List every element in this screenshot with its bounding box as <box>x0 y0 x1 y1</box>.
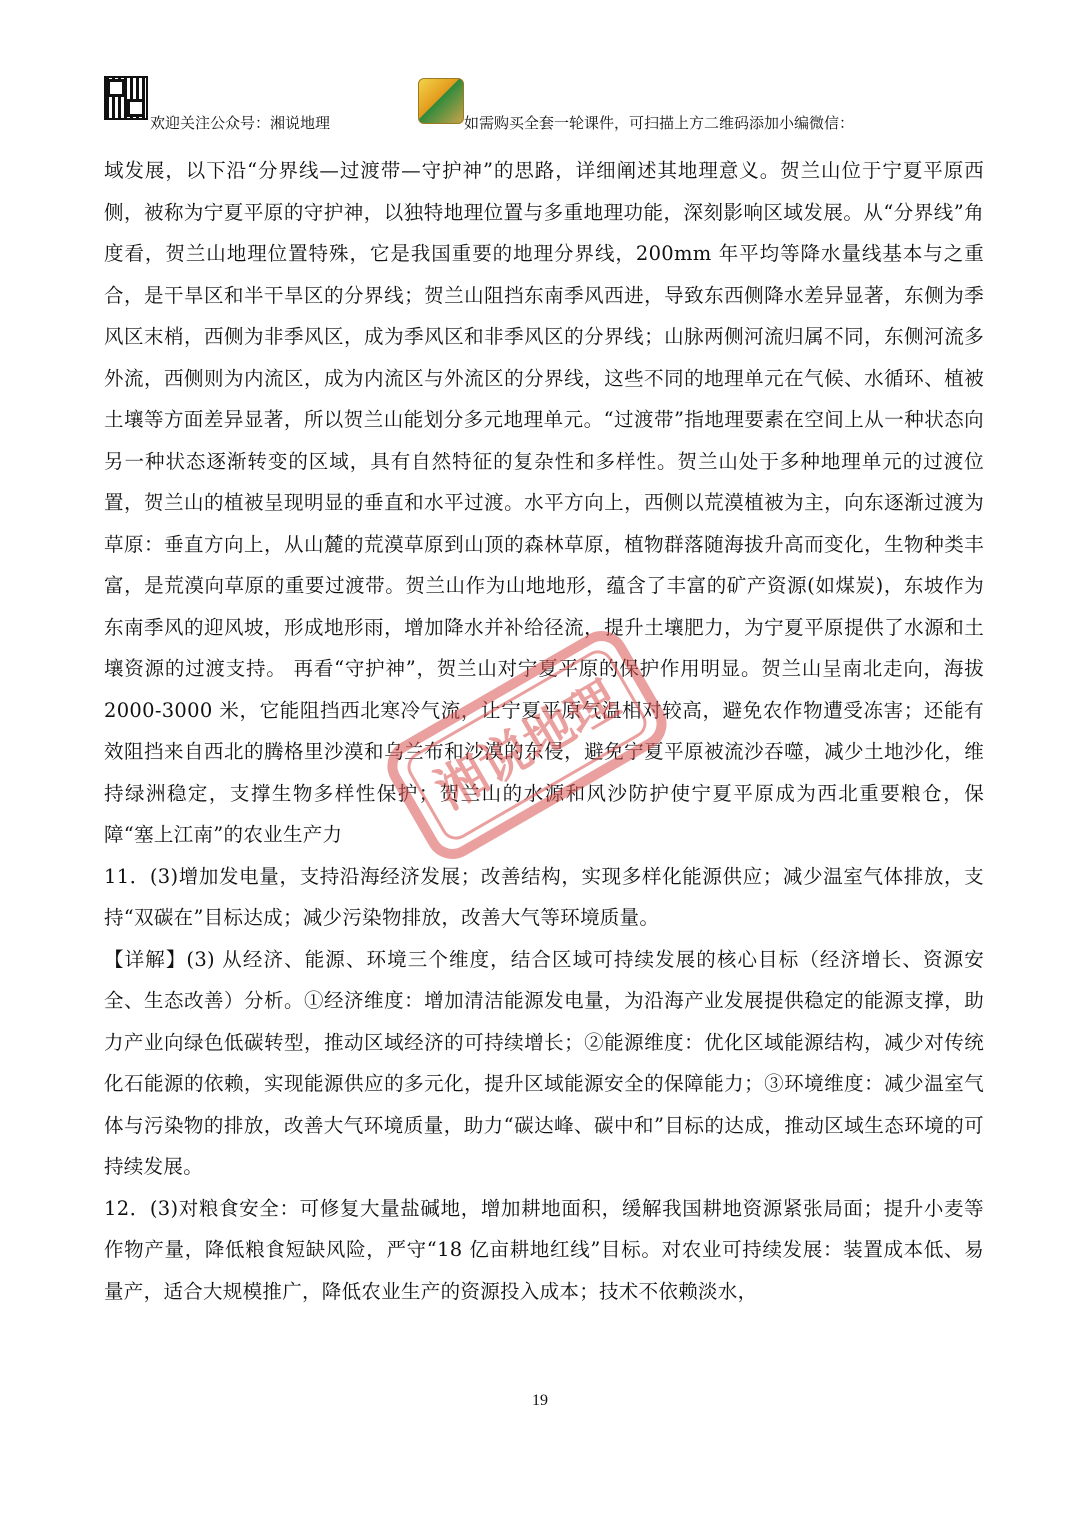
qr-code-icon <box>104 76 148 120</box>
page-number: 19 <box>532 1392 548 1409</box>
thumbnail-image <box>418 78 464 124</box>
paragraph-answer-11: 11．(3)增加发电量，支持沿海经济发展；改善结构，实现多样化能源供应；减少温室气体排放，支持“双碳在”目标达成；减少污染物排放，改善大气等环境质量。 <box>104 864 984 929</box>
page-body <box>104 150 984 1312</box>
watermark-text: 湘说地理 <box>425 669 629 821</box>
paragraph-helanshan: 域发展，以下沿“分界线—过渡带—守护神”的思路，详细阐述其地理意义。贺兰山位于宁夏平原西侧，被称为宁夏平原的守护神，以独特地理位置与多重地理功能，深刻影响区域发展。从“分界线”角度看，贺兰山地理位置特殊，它是我国重要的地理分界线，200mm 年平均等降水量线基本与之重合，是干旱区和半干旱区的分界线；贺兰山阻挡东南季风西进，导致东西侧降水差异显著，东侧为季风区末梢，西侧为非季风区，成为季风区和非季风区的分界线；山脉两侧河流归属不同，东侧河流多外流，西侧则为内流区，成为内流区与外流区的分界线，这些不同的地理单元在气候、水循环、植被土壤等方面差异显著，所以贺兰山能划分多元地理单元。“过渡带”指地理要素在空间上从一种状态向另一种状态逐渐转变的区域，具有自然特征的复杂性和多样性。贺兰山处于多种地理单元的过渡位置，贺兰山的植被呈现明显的垂直和水平过渡。水平方向上，西侧以荒漠植被为主，向东逐渐过渡为草原：垂直方向上，从山麓的荒漠草原到山顶的森林草原，植物群落随海拔升高而变化，生物种类丰富，是荒漠向草原的重要过渡带。贺兰山作为山地地形，蕴含了丰富的矿产资源(如煤炭)，东坡作为东南季风的迎风坡，形成地形雨，增加降水并补给径流，提升土壤肥力，为宁夏平原提供了水源和土壤资源的过渡支持。 再看“守护神”，贺兰山对宁夏平原的保护作用明显。贺兰山呈南北走向，海拔 2000-3000 米，它能阻挡西北寒冷气流，让宁夏平原气温相对较高，避免农作物遭受冻害；还能有效阻挡来自西北的腾格里沙漠和乌兰布和沙漠的东侵，避免宁夏平原被流沙吞噬，减少土地沙化，维持绿洲稳定，支撑生物多样性保护；贺兰山的水源和风沙防护使宁夏平原成为西北重要粮仓，保障“塞上江南”的农业生产力 <box>104 159 984 846</box>
paragraph-detail: 【详解】(3) 从经济、能源、环境三个维度，结合区域可持续发展的核心目标（经济增长、资源安全、生态改善）分析。①经济维度：增加清洁能源发电量，为沿海产业发展提供稳定的能源支撑，助力产业向绿色低碳转型，推动区域经济的可持续增长；②能源维度：优化区域能源结构，减少对传统化石能源的依赖，实现能源供应的多元化，提升区域能源安全的保障能力；③环境维度：减少温室气体与污染物的排放，改善大气环境质量，助力“碳达峰、碳中和”目标的达成，推动区域生态环境的可持续发展。 <box>104 947 984 1178</box>
paragraph-answer-12: 12．(3)对粮食安全：可修复大量盐碱地，增加耕地面积，缓解我国耕地资源紧张局面；提升小麦等作物产量，降低粮食短缺风险，严守“18 亿亩耕地红线”目标。对农业可持续发展：装置成本低、易量产，适合大规模推广，降低农业生产的资源投入成本；技术不依赖淡水， <box>104 1196 984 1303</box>
follow-account-text: 欢迎关注公众号：湘说地理 <box>150 114 331 132</box>
purchase-note-text: 如需购买全套一轮课件，可扫描上方二维码添加小编微信： <box>464 114 855 132</box>
page-header <box>104 76 984 132</box>
